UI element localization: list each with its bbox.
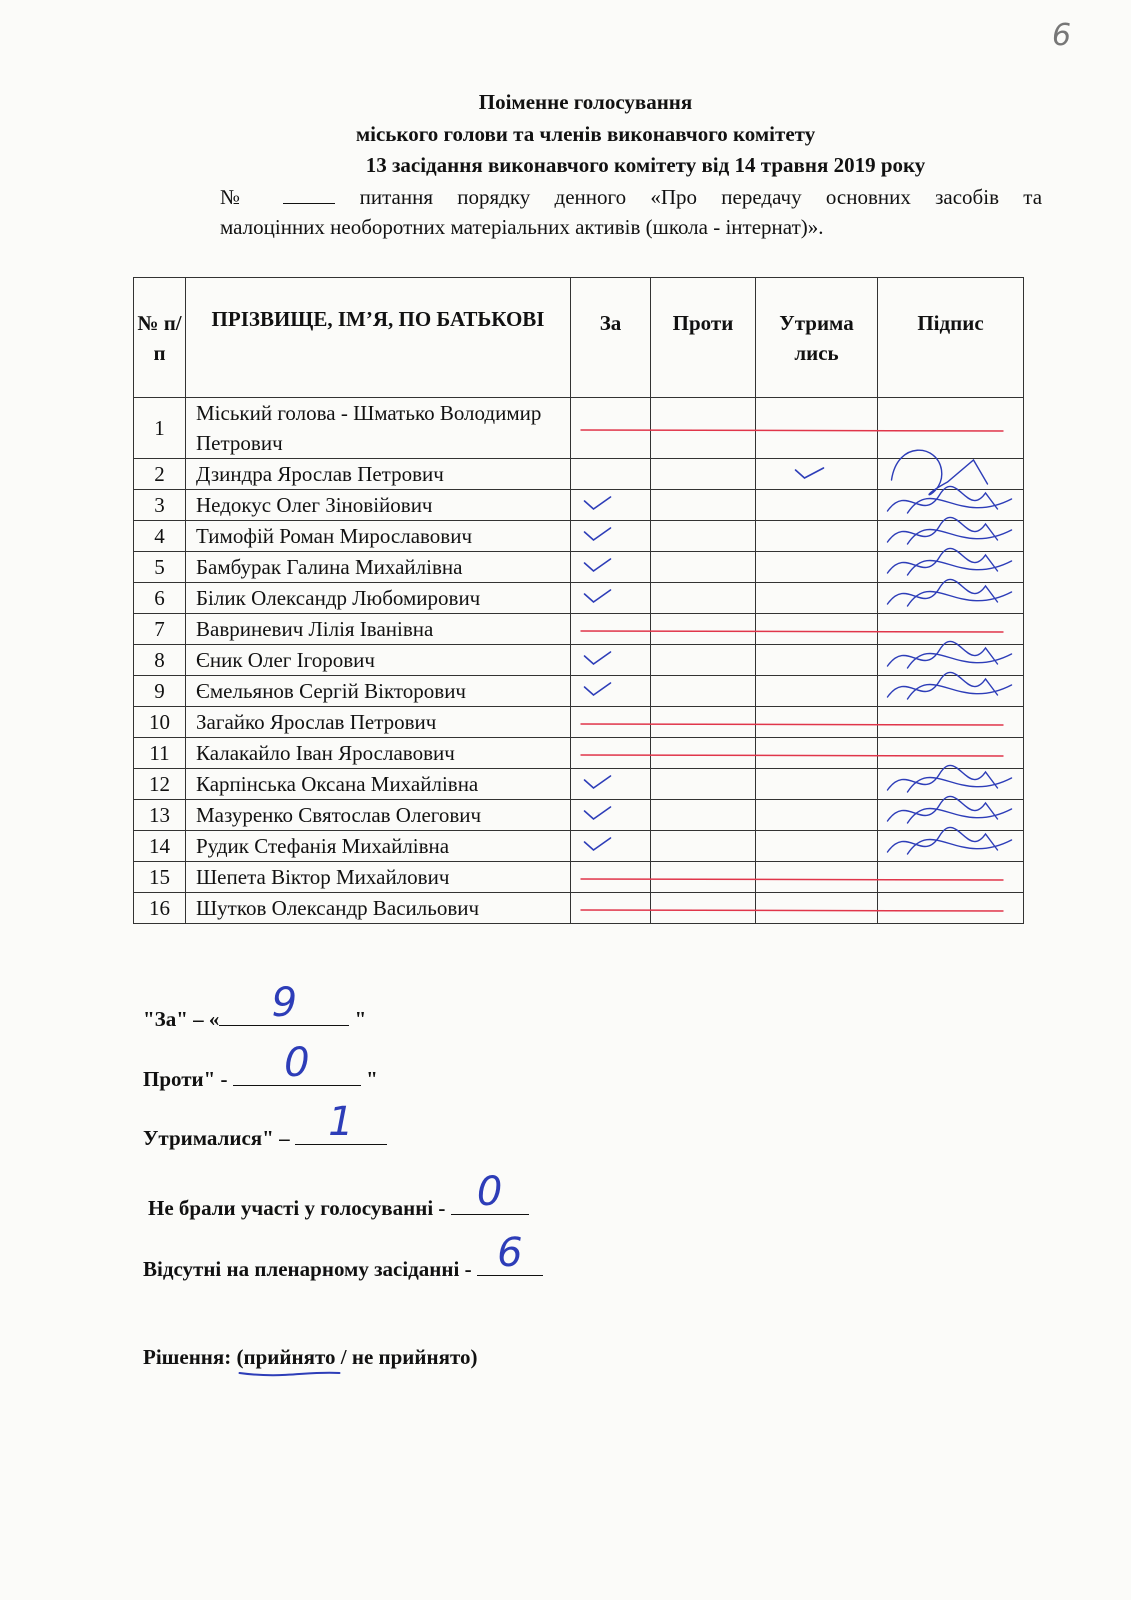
row-vote-abstain [756,398,878,459]
row-vote-against [651,707,756,738]
row-name: Бамбурак Галина Михайлівна [186,552,571,583]
row-number: 1 [134,398,186,459]
row-vote-abstain [756,521,878,552]
row-vote-against [651,645,756,676]
agenda-item [220,182,1042,242]
summary-absent-value: 6 [497,1230,523,1276]
row-vote-against [651,831,756,862]
agenda-number-blank [283,183,335,204]
row-vote-against [651,769,756,800]
summary-against-suffix: " [366,1067,378,1091]
row-vote-abstain [756,676,878,707]
summary-abstain-blank [295,1099,387,1145]
row-vote-against [651,398,756,459]
row-number: 11 [134,738,186,769]
vote-row [134,614,1024,645]
row-number: 2 [134,459,186,490]
decision-not-adopted: не прийнято [351,1345,471,1369]
summary-against [143,1040,378,1092]
row-vote-for [571,552,651,583]
row-vote-for [571,862,651,893]
vote-row [134,769,1024,800]
vote-table-header [134,278,1024,398]
row-vote-abstain [756,893,878,924]
row-vote-for [571,707,651,738]
row-vote-abstain [756,490,878,521]
row-name: Карпінська Оксана Михайлівна [186,769,571,800]
row-signature [878,459,1024,490]
summary-abstain-label: Утрималися" – [143,1126,290,1150]
row-vote-for [571,459,651,490]
header-num: № п/ п [134,278,186,398]
row-signature [878,707,1024,738]
meeting-info: 13 засідання виконавчого комітету від 14 травня 2019 року [365,153,926,177]
agenda-line-1: питання порядку денного «Про передачу основних засобів та [359,185,1043,209]
decision-separator: / [340,1345,347,1369]
row-number: 3 [134,490,186,521]
row-vote-against [651,676,756,707]
vote-row [134,552,1024,583]
row-name: Єник Олег Ігорович [186,645,571,676]
vote-row [134,738,1024,769]
row-number: 6 [134,583,186,614]
row-signature [878,645,1024,676]
vote-row [134,583,1024,614]
vote-row [134,893,1024,924]
row-name: Мазуренко Святослав Олегович [186,800,571,831]
summary-no-part-label: Не брали участі у голосуванні - [148,1196,446,1220]
row-name: Загайко Ярослав Петрович [186,707,571,738]
row-vote-against [651,521,756,552]
summary-absent [143,1230,543,1282]
row-signature [878,862,1024,893]
row-name: Тимофій Роман Мирославович [186,521,571,552]
summary-for-blank [219,980,349,1026]
row-vote-against [651,583,756,614]
decision-open: ( [236,1345,244,1369]
row-signature [878,738,1024,769]
agenda-line-2: малоцінних необоротних матеріальних активів (школа - інтернат)». [220,215,824,239]
row-vote-for [571,583,651,614]
row-number: 12 [134,769,186,800]
summary-for-value: 9 [271,980,298,1026]
row-vote-abstain [756,738,878,769]
row-signature [878,769,1024,800]
row-vote-abstain [756,459,878,490]
row-vote-abstain [756,862,878,893]
row-vote-abstain [756,831,878,862]
row-vote-abstain [756,707,878,738]
row-signature [878,583,1024,614]
row-signature [878,676,1024,707]
row-vote-for [571,769,651,800]
row-name: Рудик Стефанія Михайлівна [186,831,571,862]
row-number: 8 [134,645,186,676]
row-number: 10 [134,707,186,738]
row-name: Шутков Олександр Васильович [186,893,571,924]
vote-row [134,800,1024,831]
row-number: 7 [134,614,186,645]
summary-abstain-value: 1 [328,1099,354,1145]
row-name: Шепета Віктор Михайлович [186,862,571,893]
decision-label: Рішення: [143,1345,232,1369]
row-vote-for [571,800,651,831]
row-number: 9 [134,676,186,707]
row-name: Вавриневич Лілія Іванівна [186,614,571,645]
vote-row [134,676,1024,707]
row-signature [878,800,1024,831]
summary-absent-label: Відсутні на пленарному засіданні - [143,1257,472,1281]
row-vote-against [651,893,756,924]
header-name: ПРІЗВИЩЕ, ІМ’Я, ПО БАТЬКОВІ [186,278,571,398]
row-vote-for [571,831,651,862]
row-number: 15 [134,862,186,893]
vote-row [134,862,1024,893]
vote-table [133,277,1024,924]
summary-against-value: 0 [284,1040,310,1086]
row-number: 13 [134,800,186,831]
row-vote-abstain [756,769,878,800]
header-against: Проти [651,278,756,398]
row-signature [878,521,1024,552]
header-abstain: Утрима лись [756,278,878,398]
row-name: Ємельянов Сергій Вікторович [186,676,571,707]
row-name: Міський голова - Шматько Володимир Петрович [186,398,571,459]
row-vote-for [571,645,651,676]
row-name: Білик Олександр Любомирович [186,583,571,614]
row-vote-against [651,552,756,583]
row-signature [878,552,1024,583]
vote-row [134,521,1024,552]
decision-close: ) [470,1345,478,1369]
row-vote-abstain [756,614,878,645]
summary-for-label: "За" – « [143,1007,220,1031]
row-name: Дзиндра Ярослав Петрович [186,459,571,490]
row-vote-for [571,490,651,521]
row-vote-for [571,521,651,552]
row-vote-for [571,398,651,459]
row-signature [878,398,1024,459]
summary-for [143,980,367,1032]
row-vote-abstain [756,645,878,676]
row-vote-against [651,490,756,521]
row-signature [878,893,1024,924]
row-vote-against [651,862,756,893]
summary-absent-blank [477,1230,543,1276]
row-vote-abstain [756,552,878,583]
summary-for-suffix: " [354,1007,367,1031]
row-vote-abstain [756,800,878,831]
vote-row [134,398,1024,459]
agenda-number-sign: № [220,185,260,209]
vote-row [134,831,1024,862]
decision-adopted: прийнято [243,1345,336,1369]
page-number: 6 [1052,18,1072,53]
row-number: 4 [134,521,186,552]
summary-against-label: Проти" - [143,1067,228,1091]
vote-row [134,459,1024,490]
summary-no-part-value: 0 [476,1169,503,1215]
row-signature [878,614,1024,645]
row-number: 16 [134,893,186,924]
document-subtitle: міського голови та членів виконавчого комітету [355,122,816,146]
document-title: Поіменне голосування [478,90,693,114]
row-signature [878,831,1024,862]
row-vote-against [651,800,756,831]
row-vote-abstain [756,583,878,614]
row-name: Недокус Олег Зіновійович [186,490,571,521]
summary-against-blank [233,1040,361,1086]
decision [143,1345,478,1370]
header-for: За [571,278,651,398]
summary-abstain [143,1099,387,1151]
summary-no-part-blank [451,1169,529,1215]
row-vote-for [571,614,651,645]
row-name: Калакайло Іван Ярославович [186,738,571,769]
row-number: 5 [134,552,186,583]
row-signature [878,490,1024,521]
row-vote-against [651,738,756,769]
row-number: 14 [134,831,186,862]
row-vote-for [571,893,651,924]
row-vote-against [651,459,756,490]
vote-row [134,645,1024,676]
vote-row [134,490,1024,521]
decision-underline [240,1373,340,1376]
row-vote-against [651,614,756,645]
header-signature: Підпис [878,278,1024,398]
vote-row [134,707,1024,738]
row-vote-for [571,738,651,769]
row-vote-for [571,676,651,707]
summary-no-part [148,1169,529,1221]
